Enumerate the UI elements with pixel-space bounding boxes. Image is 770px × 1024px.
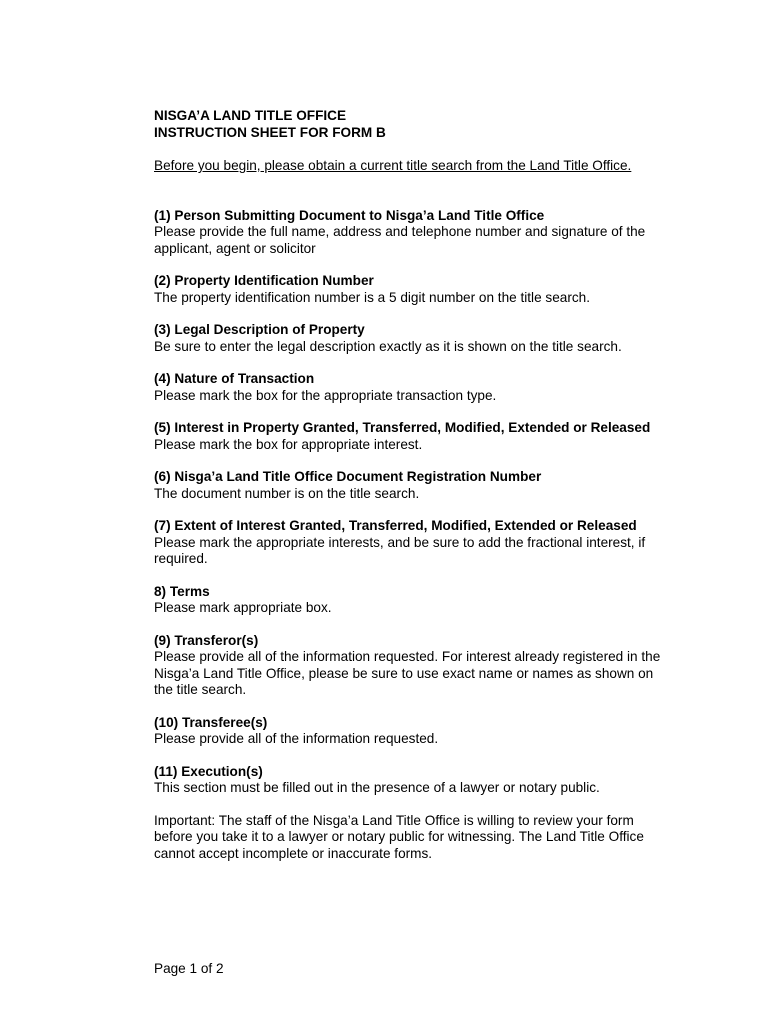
section-7 (154, 518, 674, 568)
section-4 (154, 371, 674, 404)
page-number: Page 1 of 2 (154, 961, 224, 976)
section-body: Please mark the box for appropriate interest. (154, 436, 423, 452)
section-heading: (5) Interest in Property Granted, Transferred, Modified, Extended or Released (154, 420, 651, 435)
section-body: Please mark appropriate box. (154, 600, 332, 615)
title-line-1: NISGA’A LAND TITLE OFFICE (154, 108, 347, 123)
section-10 (154, 715, 674, 748)
section-body: Please provide all of the information requested. For interest already registered in the Nisga’a Land Title Office, please be sure to use exact name or names as shown on the title search. (154, 649, 661, 697)
section-2 (154, 273, 674, 306)
section-8 (154, 584, 674, 617)
intro-instruction: Before you begin, please obtain a current title search from the Land Title Office. (154, 158, 632, 173)
title-line-2: INSTRUCTION SHEET FOR FORM B (154, 124, 386, 140)
section-body: Please provide the full name, address and telephone number and signature of the applicant, agent or solicitor (154, 224, 646, 256)
section-5 (154, 420, 674, 453)
section-6 (154, 469, 674, 502)
section-9 (154, 633, 674, 699)
section-1 (154, 208, 674, 258)
section-heading: 8) Terms (154, 583, 210, 599)
important-note: Important: The staff of the Nisga’a Land Title Office is willing to review your form before you take it to a lawyer or notary public for witnessing. The Land Title Office cannot accept incomplete or inaccurate forms. (154, 812, 644, 861)
section-body: Please mark the appropriate interests, and be sure to add the fractional interest, if required. (154, 534, 646, 566)
section-heading: (6) Nisga’a Land Title Office Document Registration Number (154, 469, 542, 484)
section-body: Please provide all of the information requested. (154, 731, 439, 746)
section-body: The document number is on the title search. (154, 485, 420, 501)
section-body: This section must be filled out in the presence of a lawyer or notary public. (154, 780, 600, 795)
section-heading: (7) Extent of Interest Granted, Transferred, Modified, Extended or Released (154, 518, 637, 533)
section-body: The property identification number is a 5 digit number on the title search. (154, 289, 590, 305)
section-heading: (4) Nature of Transaction (154, 371, 315, 386)
section-heading: (10) Transferee(s) (154, 714, 268, 730)
document-content (154, 108, 674, 862)
section-3 (154, 322, 674, 355)
document-title (154, 108, 674, 141)
section-heading: (2) Property Identification Number (154, 273, 374, 288)
section-heading: (3) Legal Description of Property (154, 322, 365, 337)
section-heading: (1) Person Submitting Document to Nisga’a Land Title Office (154, 207, 545, 223)
section-body: Please mark the box for the appropriate transaction type. (154, 387, 497, 403)
section-11 (154, 764, 674, 797)
section-body: Be sure to enter the legal description exactly as it is shown on the title search. (154, 338, 622, 354)
section-heading: (9) Transferor(s) (154, 632, 259, 648)
section-heading: (11) Execution(s) (154, 763, 263, 779)
